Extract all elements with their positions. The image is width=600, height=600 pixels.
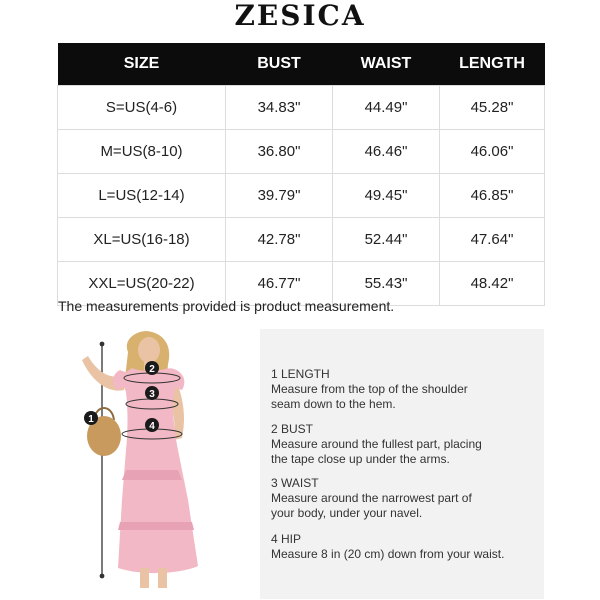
marker-1 (84, 411, 98, 425)
model-leg-left (140, 568, 149, 588)
instruction-waist-title: 3 WAIST (271, 476, 319, 490)
cell-size: XL=US(16-18) (58, 218, 226, 262)
marker-3 (145, 386, 159, 400)
cell-bust: 34.83" (226, 86, 333, 130)
cell-bust: 42.78" (226, 218, 333, 262)
header-length: LENGTH (440, 43, 545, 86)
model-dress-shade (122, 470, 182, 480)
cell-size: XXL=US(20-22) (58, 262, 226, 306)
size-chart-table (57, 43, 545, 306)
table-row (58, 218, 545, 262)
cell-size: M=US(8-10) (58, 130, 226, 174)
measurement-instructions-panel (260, 329, 544, 599)
marker-2 (145, 361, 159, 375)
length-guide-top-dot (100, 342, 105, 347)
cell-size: S=US(4-6) (58, 86, 226, 130)
brand-logo: ZESICA (234, 0, 366, 32)
instruction-hip-title: 4 HIP (271, 532, 302, 546)
table-header-row (58, 43, 545, 86)
instruction-length-title: 1 LENGTH (271, 367, 330, 381)
instruction-hip-desc: Measure 8 in (20 cm) down from your waist. (271, 547, 505, 561)
cell-length: 45.28" (440, 86, 545, 130)
model-face (138, 337, 160, 363)
instruction-waist (271, 476, 536, 521)
header-size: SIZE (58, 43, 226, 86)
model-leg-right (158, 568, 167, 588)
header-bust: BUST (226, 43, 333, 86)
cell-bust: 39.79" (226, 174, 333, 218)
instruction-bust-desc: Measure around the fullest part, placing the tape close up under the arms. (271, 437, 482, 466)
header-waist: WAIST (333, 43, 440, 86)
instruction-hip (271, 532, 536, 562)
cell-length: 46.85" (440, 174, 545, 218)
cell-waist: 52.44" (333, 218, 440, 262)
cell-waist: 46.46" (333, 130, 440, 174)
measurement-note: The measurements provided is product measurement. (58, 298, 395, 314)
instruction-length (271, 367, 536, 412)
marker-4-label: 4 (149, 421, 155, 432)
cell-waist: 49.45" (333, 174, 440, 218)
marker-3-label: 3 (149, 389, 155, 400)
model-dress-tier (118, 522, 194, 530)
table-row (58, 174, 545, 218)
instruction-length-desc: Measure from the top of the shoulder seam down to the hem. (271, 382, 468, 411)
marker-2-label: 2 (149, 364, 155, 375)
instruction-waist-desc: Measure around the narrowest part of your body, under your navel. (271, 491, 472, 520)
cell-bust: 36.80" (226, 130, 333, 174)
table-row (58, 86, 545, 130)
model-figure (70, 330, 230, 592)
instruction-bust-title: 2 BUST (271, 422, 314, 436)
marker-1-label: 1 (88, 414, 94, 425)
table-row (58, 130, 545, 174)
cell-length: 48.42" (440, 262, 545, 306)
cell-length: 46.06" (440, 130, 545, 174)
cell-size: L=US(12-14) (58, 174, 226, 218)
marker-4 (145, 418, 159, 432)
cell-waist: 55.43" (333, 262, 440, 306)
instruction-bust (271, 422, 536, 467)
cell-length: 47.64" (440, 218, 545, 262)
length-guide-bottom-dot (100, 574, 105, 579)
cell-waist: 44.49" (333, 86, 440, 130)
cell-bust: 46.77" (226, 262, 333, 306)
